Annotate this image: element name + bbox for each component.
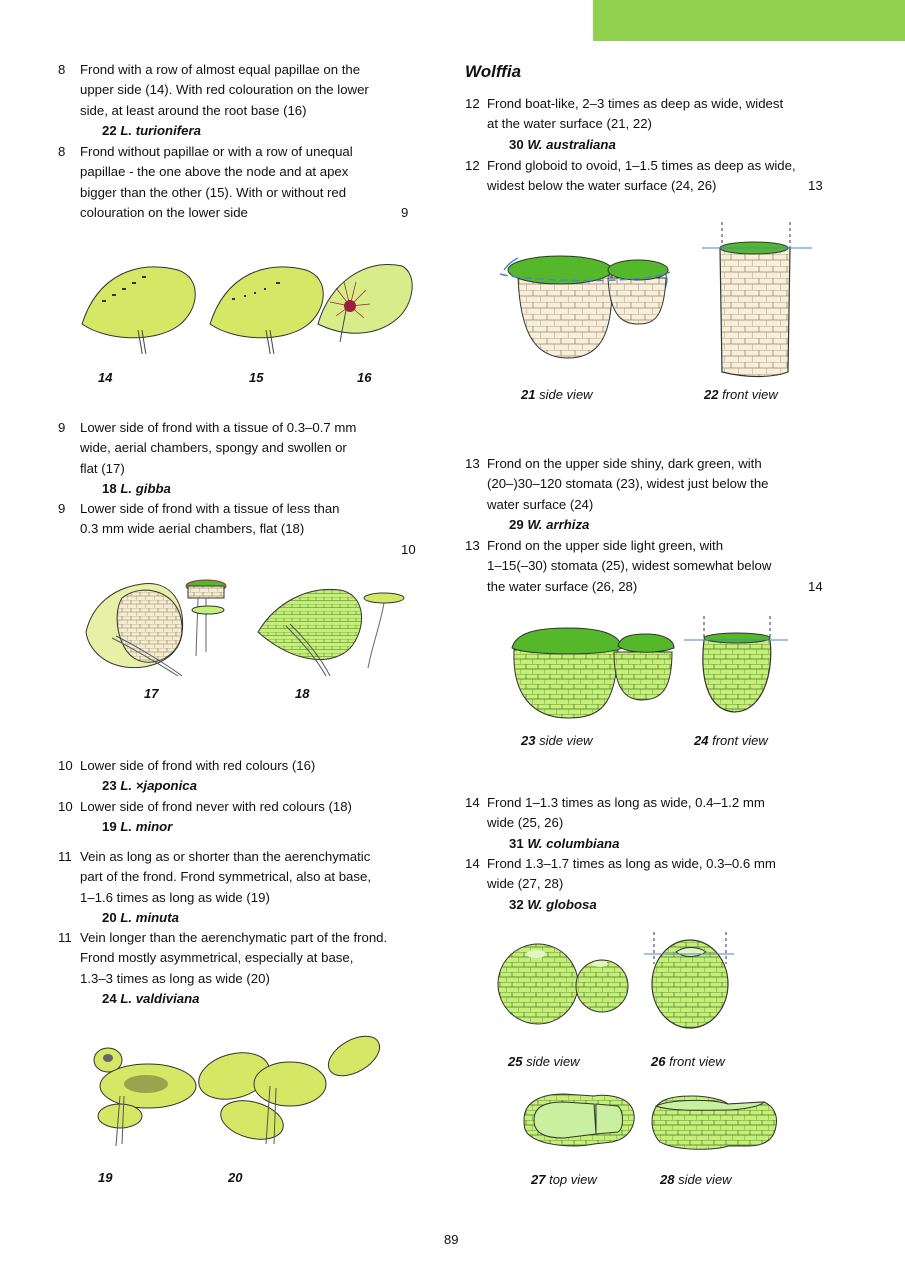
lead-text: Frond without papillae or with a row of unequal papillae - the one above the node and at apex bigger than the other (15). With or without red colouration on the lower side (80, 144, 353, 220)
figure-caption-26: 26 front view (651, 1054, 725, 1069)
key-lead-9a: 9 Lower side of frond with a tissue of 0.3–0.7 mm wide, aerial chambers, spongy and swollen or flat (17) 18 L. gibba (58, 418, 438, 500)
lead-answer: 23 L. ×japonica (102, 778, 197, 793)
figure-caption-24: 24 front view (694, 733, 768, 748)
key-lead-11b: 11 Vein longer than the aerenchymatic part of the frond. Frond mostly asymmetrical, especially at base, 1.3–3 times as long as wide (20) 24 L. valdiviana (58, 928, 438, 1010)
page-number: 89 (444, 1232, 459, 1247)
key-lead-12b: 12 Frond globoid to ovoid, 1–1.5 times as deep as wide, widest below the water surface (24, 26) 13 (465, 156, 835, 198)
key-lead-14b: 14 Frond 1.3–1.7 times as long as wide, 0.3–0.6 mm wide (27, 28) 32 W. globosa (465, 854, 845, 916)
frond-drawing-26 (644, 932, 734, 1028)
key-lead-11a: 11 Vein as long as or shorter than the aerenchymatic part of the frond. Frond symmetrical, also at base, 1–1.6 times as long as wide (19) 20 L. minuta (58, 847, 438, 929)
lead-goto: 13 (808, 178, 823, 193)
key-lead-12a: 12 Frond boat-like, 2–3 times as deep as wide, widest at the water surface (21, 22) 30 W. australiana (465, 94, 845, 156)
frond-drawing-14 (82, 267, 195, 354)
figure-caption-22: 22 front view (704, 387, 778, 402)
figure-23-24 (508, 614, 798, 726)
lead-goto: 14 (808, 579, 823, 594)
frond-drawing-23 (512, 628, 674, 718)
figure-caption-27: 27 top view (531, 1172, 597, 1187)
frond-drawing-21 (500, 256, 670, 358)
key-lead-13b: 13 Frond on the upper side light green, with 1–15(–30) stomata (25), widest somewhat below the water surface (26, 28) 14 (465, 536, 835, 598)
frond-drawing-22 (702, 222, 812, 377)
key-lead-8b (58, 142, 418, 224)
key-lead-13a: 13 Frond on the upper side shiny, dark green, with (20–)30–120 stomata (23), widest just below the water surface (24) 29 W. arrhiza (465, 454, 845, 536)
genus-heading: Wolffia (465, 62, 522, 81)
key-lead-9b: 9 Lower side of frond with a tissue of less than 0.3 mm wide aerial chambers, flat (18) 10 (58, 499, 418, 561)
figure-caption-18: 18 (295, 686, 310, 701)
figure-caption-25: 25 side view (508, 1054, 580, 1069)
figure-caption-15: 15 (249, 370, 264, 385)
frond-drawing-17 (86, 580, 226, 676)
frond-drawing-24 (684, 616, 788, 712)
figure-caption-23: 23 side view (521, 733, 593, 748)
lead-answer: 31 W. columbiana (509, 836, 620, 851)
key-lead-8a (58, 60, 438, 142)
lead-text: Frond with a row of almost equal papillae on the upper side (14). With red colouration on the lower side, at least around the root base (16) (80, 62, 369, 118)
figure-caption-14: 14 (98, 370, 113, 385)
key-lead-10a: 10 Lower side of frond with red colours (16) 23 L. ×japonica (58, 756, 438, 798)
frond-drawing-27 (524, 1094, 634, 1146)
figure-caption-28: 28 side view (660, 1172, 732, 1187)
lead-answer: 19 L. minor (102, 819, 173, 834)
frond-drawing-18 (258, 589, 404, 676)
figure-caption-17: 17 (144, 686, 159, 701)
key-lead-10b: 10 Lower side of frond never with red colours (18) 19 L. minor (58, 797, 438, 839)
figure-17-18 (82, 576, 412, 676)
lead-number: 8 (58, 144, 66, 159)
lead-goto: 10 (401, 542, 416, 557)
figure-caption-16: 16 (357, 370, 372, 385)
lead-answer: 32 W. globosa (509, 897, 597, 912)
key-lead-14a: 14 Frond 1–1.3 times as long as wide, 0.4–1.2 mm wide (25, 26) 31 W. columbiana (465, 793, 845, 855)
lead-answer: 30 W. australiana (509, 137, 616, 152)
frond-drawing-28 (652, 1096, 777, 1149)
figure-19-20 (90, 1036, 330, 1150)
figure-27-28 (520, 1090, 790, 1152)
frond-drawing-15 (210, 267, 323, 354)
figure-caption-21: 21 side view (521, 387, 593, 402)
figure-25-26 (494, 932, 744, 1030)
lead-answer: 18 L. gibba (102, 481, 171, 496)
lead-answer: 29 W. arrhiza (509, 517, 590, 532)
lead-answer: 24 L. valdiviana (102, 991, 200, 1006)
lead-answer: 22 L. turionifera (102, 123, 201, 138)
figure-14-15-16 (78, 252, 418, 352)
lead-answer: 20 L. minuta (102, 910, 179, 925)
figure-caption-20: 20 (228, 1170, 243, 1185)
chapter-tab (593, 0, 905, 41)
lead-goto: 9 (401, 205, 409, 220)
lead-number: 8 (58, 62, 66, 77)
frond-drawing-16 (318, 264, 412, 342)
figure-21-22 (498, 218, 818, 382)
frond-drawing-20 (194, 1028, 387, 1146)
frond-drawing-19 (94, 1048, 196, 1146)
frond-drawing-25 (498, 944, 628, 1024)
figure-caption-19: 19 (98, 1170, 113, 1185)
